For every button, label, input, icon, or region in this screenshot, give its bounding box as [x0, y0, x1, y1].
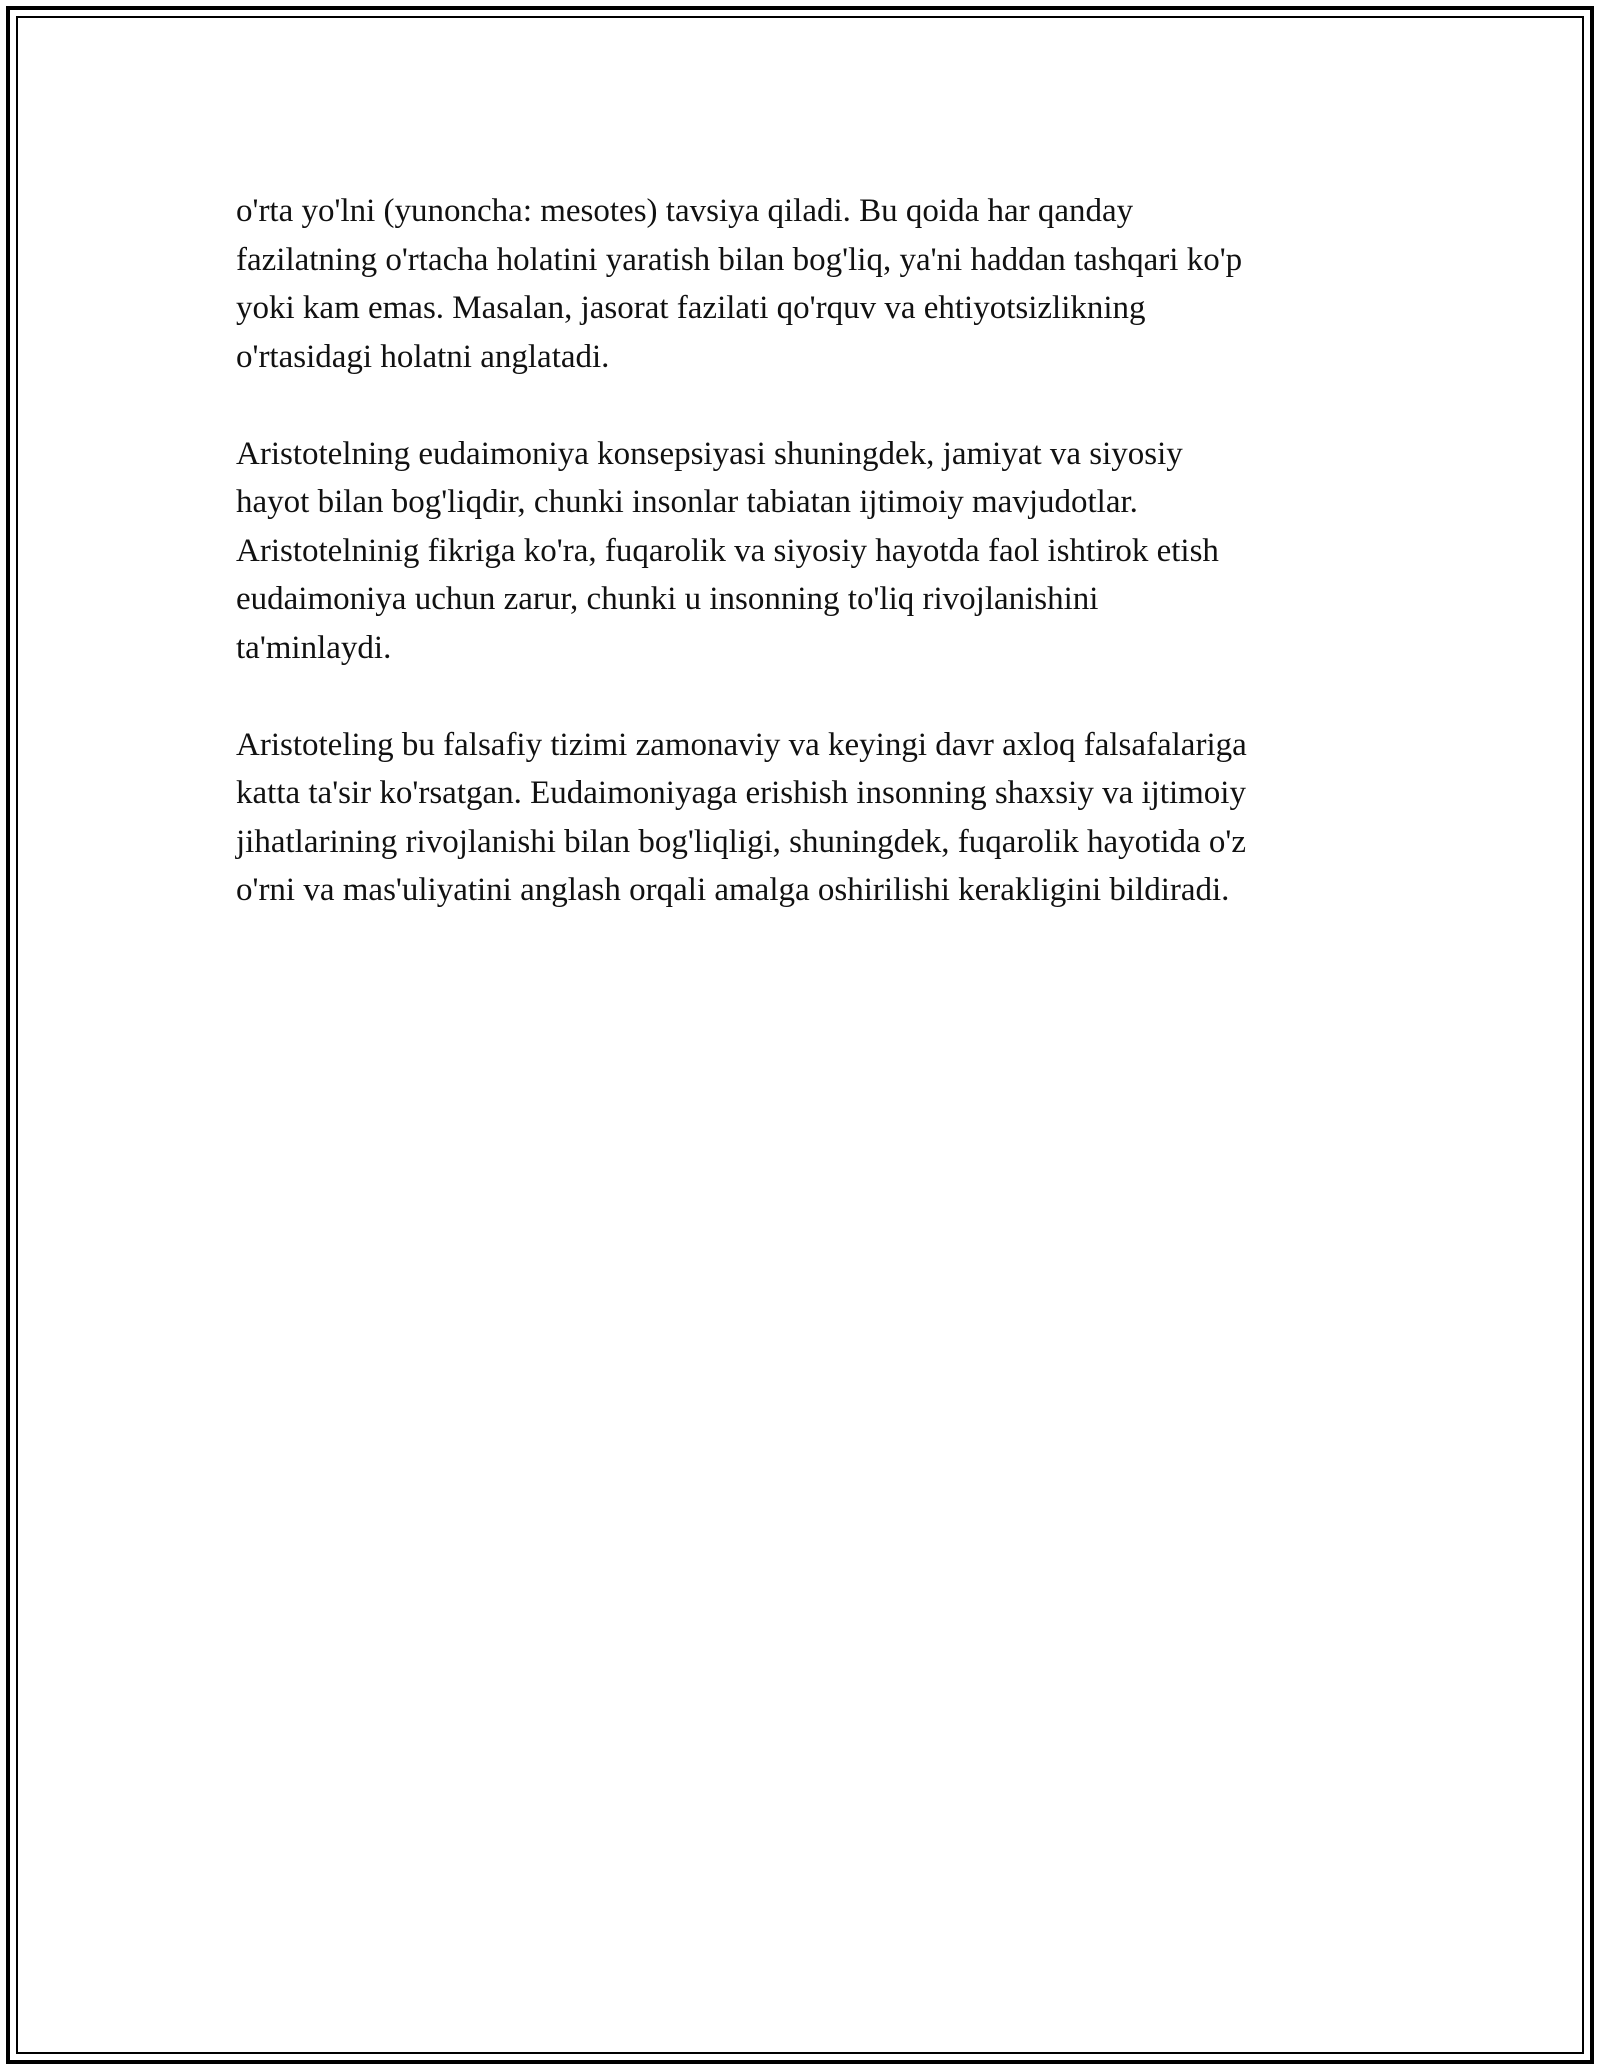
paragraph-2 — [236, 430, 1366, 673]
text-line: Aristoteling bu falsafiy tizimi zamonaviy va keyingi davr axloq falsafalariga — [236, 726, 1247, 763]
text-line: o'rtasidagi holatni anglatadi. — [236, 338, 610, 375]
text-line: Aristotelning eudaimoniya konsepsiyasi shuningdek, jamiyat va siyosiy — [236, 435, 1183, 472]
text-line: katta ta'sir ko'rsatgan. Eudaimoniyaga erishish insonning shaxsiy va ijtimoiy — [236, 775, 1246, 811]
text-line: eudaimoniya uchun zarur, chunki u insonning to'liq rivojlanishini — [236, 581, 1099, 617]
paragraph-1 — [236, 187, 1366, 381]
paragraph-3 — [236, 721, 1366, 915]
text-line: hayot bilan bog'liqdir, chunki insonlar tabiatan ijtimoiy mavjudotlar. — [236, 484, 1138, 520]
text-line: ta'minlaydi. — [236, 629, 392, 666]
text-line: o'rni va mas'uliyatini anglash orqali amalga oshirilishi kerakligini bildiradi. — [236, 872, 1230, 908]
text-line: o'rta yo'lni (yunoncha: mesotes) tavsiya qiladi. Bu qoida har qanday — [236, 193, 1134, 229]
text-line: yoki kam emas. Masalan, jasorat fazilati qo'rquv va ehtiyotsizlikning — [236, 290, 1146, 326]
text-line: fazilatning o'rtacha holatini yaratish bilan bog'liq, ya'ni haddan tashqari ko'p — [236, 241, 1243, 278]
document-body — [236, 187, 1366, 963]
text-line: jihatlarining rivojlanishi bilan bog'liqligi, shuningdek, fuqarolik hayotida o'z — [236, 823, 1246, 860]
text-line: Aristotelninig fikriga ko'ra, fuqarolik va siyosiy hayotda faol ishtirok etish — [236, 532, 1219, 569]
